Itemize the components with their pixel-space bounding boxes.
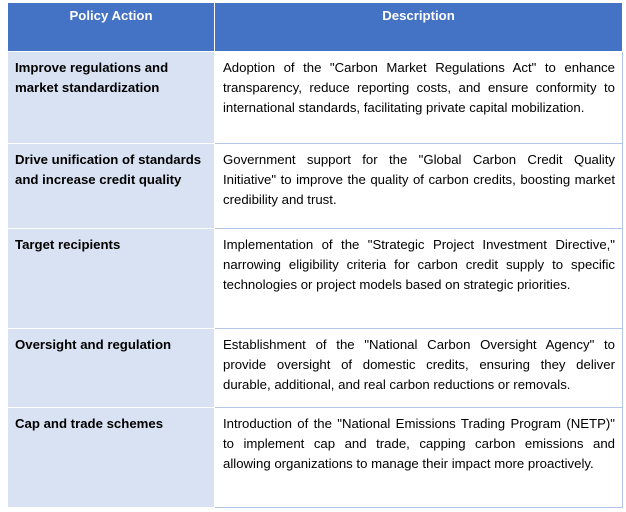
header-policy-action: Policy Action [8, 3, 215, 52]
policy-action-cell: Cap and trade schemes [8, 408, 215, 508]
table-header-row [8, 3, 623, 52]
table-row [8, 52, 623, 144]
description-cell: Establishment of the "National Carbon Oversight Agency" to provide oversight of domestic credits, ensuring they deliver durable, additional, and real carbon reductions or removals. [215, 328, 623, 408]
table-row [8, 143, 623, 229]
policy-action-cell: Target recipients [8, 229, 215, 329]
description-cell: Adoption of the "Carbon Market Regulations Act" to enhance transparency, reduce reporting costs, and ensure conformity to international standards, facilitating private capital mobilization. [215, 52, 623, 144]
table-row [8, 408, 623, 508]
description-cell: Introduction of the "National Emissions Trading Program (NETP)" to implement cap and trade, capping carbon emissions and allowing organizations to manage their impact more proactively. [215, 408, 623, 508]
table-row [8, 229, 623, 329]
description-cell: Government support for the "Global Carbon Credit Quality Initiative" to improve the quality of carbon credits, boosting market credibility and trust. [215, 143, 623, 229]
policy-action-cell: Drive unification of standards and increase credit quality [8, 143, 215, 229]
table-row [8, 328, 623, 408]
description-cell: Implementation of the "Strategic Project Investment Directive," narrowing eligibility criteria for carbon credit supply to specific technologies or project models based on strategic priorities. [215, 229, 623, 329]
policy-table [7, 2, 623, 508]
policy-action-cell: Oversight and regulation [8, 328, 215, 408]
policy-action-cell: Improve regulations and market standardization [8, 52, 215, 144]
header-description: Description [215, 3, 623, 52]
